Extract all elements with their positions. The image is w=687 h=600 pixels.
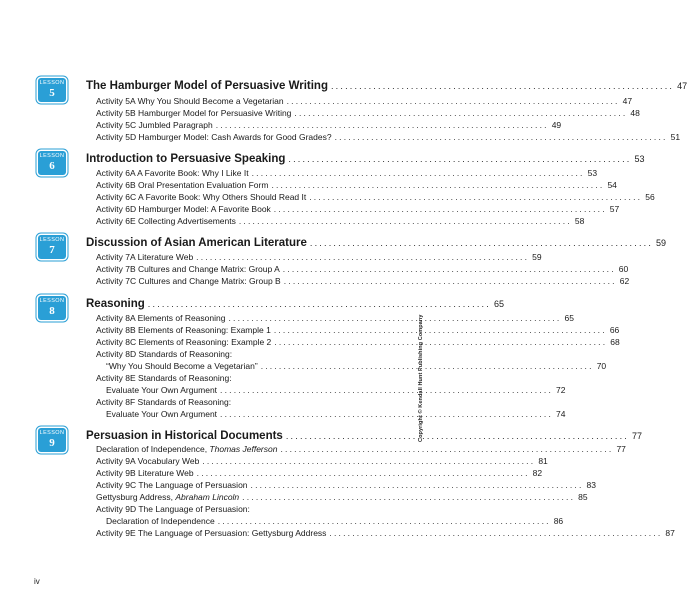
page-number: 59 bbox=[656, 238, 667, 248]
dot-leader: ......................................................................... bbox=[286, 96, 620, 106]
lesson-badge bbox=[38, 151, 66, 175]
dot-leader: ......................................................................... bbox=[283, 276, 617, 286]
entry-label: Evaluate Your Own Argument bbox=[106, 385, 218, 395]
lesson-badge bbox=[38, 78, 66, 102]
entry-label: Activity 8C Elements of Reasoning: Example 2 bbox=[96, 337, 272, 347]
entry-label: Activity 6A A Favorite Book: Why I Like It bbox=[96, 168, 249, 178]
dot-leader: ......................................................................... bbox=[273, 204, 607, 214]
entry-label: Activity 5A Why You Should Become a Vegetarian bbox=[96, 96, 284, 106]
entry-label: “Why You Should Become a Vegetarian” bbox=[106, 361, 258, 371]
dot-leader: ......................................................................... bbox=[220, 385, 554, 395]
lesson-badge-word: LESSON bbox=[39, 153, 65, 159]
toc-entry[interactable] bbox=[96, 443, 626, 455]
entry-label: Activity 6E Collecting Advertisements bbox=[96, 216, 236, 226]
toc-entry[interactable] bbox=[96, 275, 630, 287]
dot-leader: ......................................................................... bbox=[294, 108, 628, 118]
page-number: 82 bbox=[532, 468, 543, 478]
toc-entry[interactable] bbox=[96, 263, 629, 275]
dot-leader: ......................................................................... bbox=[215, 120, 549, 130]
dot-leader: ......................................................................... bbox=[202, 456, 536, 466]
dot-leader: ......................................................................... bbox=[260, 361, 594, 371]
entry-label: Activity 6D Hamburger Model: A Favorite Book bbox=[96, 204, 271, 214]
lesson-badge-word: LESSON bbox=[39, 237, 65, 243]
page-number: 62 bbox=[619, 276, 630, 286]
dot-leader: ......................................................................... bbox=[280, 444, 614, 454]
page-number: 58 bbox=[574, 216, 585, 226]
lesson-badge-word: LESSON bbox=[39, 298, 65, 304]
page-number: 53 bbox=[587, 168, 598, 178]
toc-entry-heading[interactable] bbox=[96, 503, 390, 515]
toc-entry[interactable] bbox=[96, 191, 655, 203]
page-number: 72 bbox=[556, 385, 566, 395]
toc-entry[interactable] bbox=[96, 131, 681, 143]
lesson-title-row[interactable] bbox=[86, 151, 645, 167]
dot-leader: ......................................................................... bbox=[228, 313, 562, 323]
toc-entry[interactable] bbox=[96, 312, 574, 324]
toc-entry[interactable] bbox=[106, 360, 607, 372]
page-number: 47 bbox=[622, 96, 633, 106]
folio-page-number: iv bbox=[34, 577, 40, 586]
entry-author: Abraham Lincoln bbox=[175, 492, 240, 502]
toc-entry[interactable] bbox=[96, 455, 548, 467]
toc-entry[interactable] bbox=[106, 408, 566, 420]
page-number: 65 bbox=[564, 313, 574, 323]
toc-entry-heading[interactable] bbox=[96, 396, 390, 408]
toc-entry[interactable] bbox=[96, 215, 585, 227]
dot-leader: ......................................................................... bbox=[330, 81, 675, 91]
lesson-title: Introduction to Persuasive Speaking bbox=[86, 153, 286, 165]
dot-leader: ......................................................................... bbox=[309, 238, 654, 248]
toc-entry[interactable] bbox=[96, 491, 588, 503]
dot-leader: ......................................................................... bbox=[251, 168, 585, 178]
dot-leader: ......................................................................... bbox=[196, 468, 530, 478]
page-number: 48 bbox=[630, 108, 640, 118]
entry-label: Activity 5B Hamburger Model for Persuasive Writing bbox=[96, 108, 292, 118]
lesson-title-row[interactable] bbox=[86, 428, 642, 444]
toc-entry[interactable] bbox=[106, 384, 566, 396]
dot-leader: ......................................................................... bbox=[273, 325, 607, 335]
entry-label: Activity 7B Cultures and Change Matrix: Group A bbox=[96, 264, 280, 274]
lesson-title: Persuasion in Historical Documents bbox=[86, 430, 283, 442]
page-number: 87 bbox=[665, 528, 675, 538]
toc-entry[interactable] bbox=[96, 251, 542, 263]
dot-leader: ......................................................................... bbox=[217, 516, 551, 526]
dot-leader: ......................................................................... bbox=[288, 154, 632, 164]
lesson-title-row[interactable] bbox=[86, 296, 504, 312]
toc-entry[interactable] bbox=[96, 479, 596, 491]
dot-leader: ......................................................................... bbox=[309, 192, 643, 202]
page-number: 49 bbox=[551, 120, 562, 130]
page-number: 85 bbox=[578, 492, 588, 502]
page-number: 59 bbox=[532, 252, 542, 262]
entry-title: Declaration of Independence, bbox=[96, 444, 210, 454]
entry-label bbox=[96, 491, 239, 503]
page-number: 51 bbox=[670, 132, 681, 142]
lesson-title: The Hamburger Model of Persuasive Writing bbox=[86, 80, 328, 92]
dot-leader: ......................................................................... bbox=[285, 431, 629, 441]
lesson-badge-word: LESSON bbox=[39, 430, 65, 436]
dot-leader: ......................................................................... bbox=[329, 528, 663, 538]
dot-leader: ......................................................................... bbox=[282, 264, 616, 274]
dot-leader: ......................................................................... bbox=[196, 252, 530, 262]
entry-label: Activity 9E The Language of Persuasion: Gettysburg Address bbox=[96, 528, 327, 538]
dot-leader: ......................................................................... bbox=[147, 299, 491, 309]
dot-leader: ......................................................................... bbox=[274, 337, 608, 347]
toc-entry-heading[interactable] bbox=[96, 348, 390, 360]
dot-leader: ......................................................................... bbox=[238, 216, 572, 226]
lesson-badge-number: 9 bbox=[49, 437, 55, 449]
dot-leader: ......................................................................... bbox=[250, 480, 584, 490]
entry-label: Activity 8F Standards of Reasoning: bbox=[96, 397, 232, 407]
toc-entry[interactable] bbox=[96, 467, 543, 479]
lesson-badge-number: 7 bbox=[49, 244, 55, 256]
page-number: 77 bbox=[616, 444, 626, 454]
entry-author: Thomas Jefferson bbox=[209, 444, 278, 454]
page-number: 54 bbox=[607, 180, 617, 190]
page-number: 83 bbox=[586, 480, 596, 490]
lesson-badge-number: 5 bbox=[49, 87, 55, 99]
page-number: 77 bbox=[631, 431, 642, 441]
toc-entry[interactable] bbox=[96, 324, 620, 336]
entry-label: Activity 9A Vocabulary Web bbox=[96, 456, 200, 466]
page-number: 65 bbox=[493, 299, 504, 309]
lesson-title: Reasoning bbox=[86, 298, 145, 310]
dot-leader: ......................................................................... bbox=[271, 180, 605, 190]
toc-entry-heading[interactable] bbox=[96, 372, 390, 384]
dot-leader: ......................................................................... bbox=[220, 409, 554, 419]
page-number: 74 bbox=[556, 409, 566, 419]
page-number: 81 bbox=[538, 456, 548, 466]
lesson-badge bbox=[38, 296, 66, 320]
lesson-title-row[interactable] bbox=[86, 235, 667, 251]
page-number: 60 bbox=[618, 264, 629, 274]
page-number: 68 bbox=[610, 337, 620, 347]
page-number: 56 bbox=[645, 192, 655, 202]
entry-label: Activity 5D Hamburger Model: Cash Awards for Good Grades? bbox=[96, 132, 332, 142]
entry-label: Activity 9B Literature Web bbox=[96, 468, 194, 478]
entry-label: Activity 8E Standards of Reasoning: bbox=[96, 373, 232, 383]
toc-entry[interactable] bbox=[106, 515, 564, 527]
entry-label: Activity 8D Standards of Reasoning: bbox=[96, 349, 233, 359]
toc-entry[interactable] bbox=[96, 107, 640, 119]
entry-label: Activity 8A Elements of Reasoning bbox=[96, 313, 226, 323]
copyright-notice: Copyright © Kendall Hunt Publishing Company bbox=[418, 314, 424, 442]
toc-entry[interactable] bbox=[96, 203, 620, 215]
page-number: 66 bbox=[609, 325, 620, 335]
page-number: 53 bbox=[634, 154, 645, 164]
lesson-badge-number: 8 bbox=[49, 305, 55, 317]
entry-label bbox=[96, 443, 277, 455]
lesson-title: Discussion of Asian American Literature bbox=[86, 237, 307, 249]
toc-entry[interactable] bbox=[96, 527, 675, 539]
toc-entry[interactable] bbox=[96, 336, 620, 348]
entry-label: Activity 6C A Favorite Book: Why Others Should Read It bbox=[96, 192, 307, 202]
entry-label: Activity 9D The Language of Persuasion: bbox=[96, 504, 250, 514]
entry-title: Gettysburg Address, bbox=[96, 492, 176, 502]
entry-label: Activity 5C Jumbled Paragraph bbox=[96, 120, 213, 130]
toc-entry[interactable] bbox=[96, 167, 598, 179]
entry-label: Activity 6B Oral Presentation Evaluation Form bbox=[96, 180, 269, 190]
entry-label: Activity 7C Cultures and Change Matrix: Group B bbox=[96, 276, 281, 286]
page-number: 57 bbox=[609, 204, 620, 214]
toc-entry[interactable] bbox=[96, 95, 633, 107]
entry-label: Activity 9C The Language of Persuasion bbox=[96, 480, 248, 490]
lesson-title-row[interactable] bbox=[86, 78, 687, 94]
toc-entry[interactable] bbox=[96, 179, 617, 191]
dot-leader: ......................................................................... bbox=[334, 132, 668, 142]
entry-label: Activity 8B Elements of Reasoning: Example 1 bbox=[96, 325, 271, 335]
dot-leader: ......................................................................... bbox=[242, 492, 576, 502]
lesson-badge bbox=[38, 428, 66, 452]
toc-entry[interactable] bbox=[96, 119, 562, 131]
entry-label: Activity 7A Literature Web bbox=[96, 252, 194, 262]
lesson-badge bbox=[38, 235, 66, 259]
lesson-badge-number: 6 bbox=[49, 160, 55, 172]
entry-label: Evaluate Your Own Argument bbox=[106, 409, 218, 419]
page-number: 47 bbox=[677, 81, 687, 91]
lesson-badge-word: LESSON bbox=[39, 80, 65, 86]
page-number: 86 bbox=[553, 516, 564, 526]
page-number: 70 bbox=[596, 361, 607, 371]
entry-label: Declaration of Independence bbox=[106, 516, 215, 526]
